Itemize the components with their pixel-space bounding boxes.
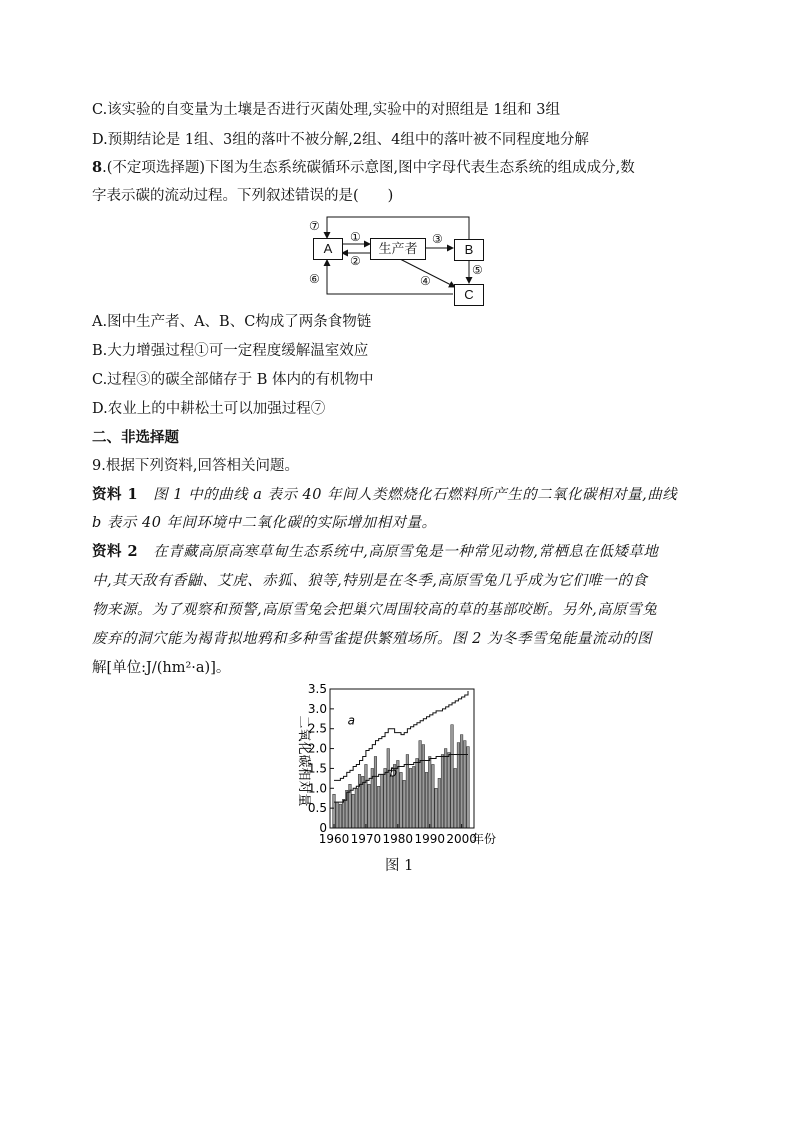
- q8-option-b: B.大力增强过程①可一定程度缓解温室效应: [92, 343, 369, 359]
- ytick-label: 2.5: [307, 721, 327, 736]
- xtick-label: 1970: [350, 832, 382, 846]
- section-heading: 二、非选择题: [92, 429, 179, 446]
- label-2: ②: [350, 254, 361, 268]
- bar-1971: [368, 784, 371, 828]
- bar-1983: [406, 755, 409, 828]
- bar-1975: [381, 774, 384, 828]
- material1-label: 资料 1: [92, 486, 139, 503]
- box-a: A: [313, 238, 343, 260]
- ytick-label: 2.0: [307, 741, 327, 756]
- bar-1967: [355, 788, 358, 828]
- bar-1987: [419, 741, 422, 828]
- bar-2001: [464, 741, 467, 828]
- label-5: ⑤: [472, 263, 483, 277]
- bar-1974: [377, 786, 380, 828]
- bar-1977: [387, 749, 390, 828]
- material2-line2: 中,其天敌有香鼬、艾虎、赤狐、狼等,特别是在冬季,高原雪兔几乎成为它们唯一的食: [92, 573, 648, 589]
- material2-line4: 废弃的洞穴能为褐背拟地鸦和多种雪雀提供繁殖场所。图 2 为冬季雪兔能量流动的图: [92, 631, 652, 647]
- bar-1986: [416, 759, 419, 829]
- bar-1985: [412, 766, 415, 828]
- bar-1962: [339, 804, 342, 828]
- xtick-label: 1960: [318, 832, 350, 846]
- material1-text1: 图 1 中的曲线 a 表示 40 年间人类燃烧化石燃料所产生的二氧化碳相对量,曲线: [153, 487, 678, 503]
- bar-2002: [467, 747, 470, 828]
- label-7: ⑦: [309, 219, 320, 233]
- arrow-6: [327, 260, 453, 294]
- bar-1982: [403, 780, 406, 828]
- chart-ylabel: 二氧化碳相对量: [296, 715, 311, 807]
- bar-1963: [342, 799, 345, 828]
- bar-1978: [390, 776, 393, 828]
- q8-option-c: C.过程③的碳全部储存于 B 体内的有机物中: [92, 372, 374, 388]
- bar-1992: [435, 788, 438, 828]
- material2-text1: 在青藏高原高寒草甸生态系统中,高原雪兔是一种常见动物,常栖息在低矮草地: [153, 544, 659, 560]
- bar-1996: [448, 753, 451, 828]
- co2-chart: [0, 675, 794, 875]
- bar-1960: [333, 794, 336, 828]
- label-1: ①: [350, 230, 361, 244]
- bar-1970: [365, 764, 368, 828]
- ytick-label: 0.5: [307, 801, 327, 816]
- bar-1991: [432, 764, 435, 828]
- bar-1968: [358, 774, 361, 828]
- chart-bars: [333, 725, 470, 828]
- label-3: ③: [432, 232, 443, 246]
- bar-2000: [460, 735, 463, 828]
- xtick-label: 1980: [382, 832, 414, 846]
- q8-option-a: A.图中生产者、A、B、C构成了两条食物链: [92, 314, 372, 330]
- bar-1997: [451, 725, 454, 828]
- box-c: C: [454, 284, 484, 306]
- q9-stem: 9.根据下列资料,回答相关问题。: [92, 458, 299, 474]
- bar-1988: [422, 745, 425, 828]
- material1-line2: b 表示 40 年间环境中二氧化碳的实际增加相对量。: [92, 515, 437, 531]
- bar-1994: [441, 755, 444, 828]
- ytick-label: 1.5: [307, 761, 327, 776]
- bar-1993: [438, 778, 441, 828]
- label-4: ④: [420, 274, 431, 288]
- q7-option-d: D.预期结论是 1组、3组的落叶不被分解,2组、4组中的落叶被不同程度地分解: [92, 132, 589, 148]
- box-b: B: [454, 239, 484, 261]
- material2-line1: [92, 542, 658, 562]
- chart-bar-label-b: b: [389, 765, 398, 780]
- q8-option-d: D.农业上的中耕松土可以加强过程⑦: [92, 401, 326, 417]
- bar-1998: [454, 768, 457, 828]
- bar-1981: [400, 772, 403, 828]
- material2-label: 资料 2: [92, 543, 139, 560]
- chart-xlabel: 年份: [472, 832, 497, 846]
- figure-caption: 图 1: [385, 858, 414, 874]
- material2-line5: 解[单位:J/(hm²·a)]。: [92, 660, 231, 676]
- q8-stem-line2: 字表示碳的流动过程。下列叙述错误的是( ): [92, 188, 394, 204]
- box-producer: 生产者: [370, 238, 426, 260]
- q8-number: 8: [92, 159, 103, 176]
- xtick-label: 2000: [446, 832, 477, 846]
- bar-1976: [384, 768, 387, 828]
- xtick-label: 1990: [414, 832, 445, 846]
- label-6: ⑥: [309, 272, 320, 286]
- material2-line3: 物来源。为了观察和预警,高原雪兔会把巢穴周围较高的草的基部咬断。另外,高原雪兔: [92, 602, 658, 618]
- bar-1990: [428, 757, 431, 828]
- bar-1999: [457, 743, 460, 828]
- diagram-arrows: [0, 0, 794, 320]
- bar-1973: [374, 757, 377, 828]
- material1-line1: [92, 485, 677, 505]
- q7-option-c: C.该实验的自变量为土壤是否进行灭菌处理,实验中的对照组是 1组和 3组: [92, 102, 560, 118]
- q8-stem-text: .(不定项选择题)下图为生态系统碳循环示意图,图中字母代表生态系统的组成成分,数: [102, 160, 635, 176]
- bar-1995: [444, 749, 447, 828]
- bar-1989: [425, 772, 428, 828]
- bar-1966: [352, 794, 355, 828]
- arrow-7: [327, 217, 469, 240]
- ytick-label: 3.5: [307, 682, 327, 696]
- bar-1961: [336, 802, 339, 828]
- bar-1984: [409, 768, 412, 828]
- chart-line-label-a: a: [347, 713, 355, 728]
- ytick-label: 0: [319, 821, 327, 835]
- ytick-label: 1.0: [307, 781, 327, 796]
- carbon-cycle-diagram: [0, 0, 794, 320]
- ytick-label: 3.0: [307, 701, 327, 716]
